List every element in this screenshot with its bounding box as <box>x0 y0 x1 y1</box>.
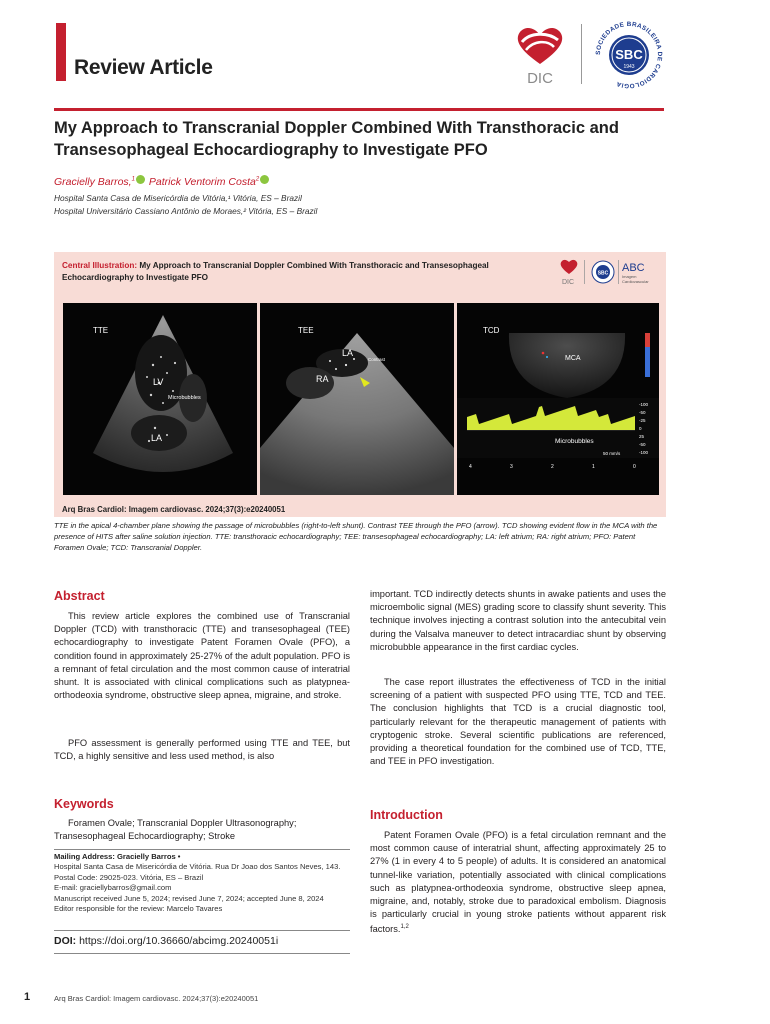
tcd-x-tick: 4 <box>469 464 472 470</box>
svg-text:LV: LV <box>153 377 164 387</box>
introduction-heading: Introduction <box>370 808 443 822</box>
article-title: My Approach to Transcranial Doppler Combined With Transthoracic and Transesophageal Echocardiography to Investigate PFO <box>54 119 619 159</box>
svg-text:RA: RA <box>316 374 329 384</box>
figure-caption: TTE in the apical 4-chamber plane showing the passage of microbubbles (right-to-left shunt). Contrast TEE through the PFO (arrow). TCD showing evident flow in the MCA with the presence of HITS after saline solution injection. TTE: transthoracic echocardiography; TEE: transesophageal echocardiography; LA: left atrium; RA: right atrium; PFO: Patent Foramen Ovale; TCD: Transcranial Doppler. <box>54 521 658 552</box>
svg-text:TTE: TTE <box>93 326 109 335</box>
tcd-y-tick: 25 <box>639 434 645 439</box>
introduction-text: Patent Foramen Ovale (PFO) is a fetal circulation remnant and the most common cause of interatrial shunt, affecting approximately 25 to 27% (1 in every 4 to 5 people) of adults. It is considered an anatomical tunnel-like variation, potentially associated with clinical complications such as platypnea-orthodeoxia syndrome, obstructive sleep apnea, migraine, and, notably, stroke due to paradoxical embolism. Diagnosis is particularly crucial in young stroke patients without apparent risk factors. <box>370 830 666 935</box>
doi-rule-bottom <box>54 953 350 954</box>
author-name: Patrick Ventorim Costa <box>148 176 256 188</box>
abstract-heading: Abstract <box>54 589 105 603</box>
svg-text:Contrast: Contrast <box>368 357 386 362</box>
affiliation: Hospital Universitário Cassiano Antônio de Moraes,² Vitória, ES – Brazil <box>54 206 318 216</box>
footer-journal: Arq Bras Cardiol: Imagem cardiovasc. 2024;37(3):e20240051 <box>54 994 259 1003</box>
page-number: 1 <box>24 991 31 1003</box>
header-rule <box>54 108 664 111</box>
svg-text:Cardiovascular: Cardiovascular <box>622 279 649 284</box>
svg-text:1943: 1943 <box>623 64 635 70</box>
tcd-y-tick: -100 <box>639 450 649 455</box>
author-list <box>54 175 270 188</box>
tee-image-panel[interactable] <box>260 303 454 495</box>
tcd-image-panel[interactable] <box>457 303 659 495</box>
svg-text:DIC: DIC <box>527 70 553 87</box>
svg-text:Imagem: Imagem <box>622 274 637 279</box>
logo-divider <box>581 24 582 84</box>
doi-link[interactable]: https://doi.org/10.36660/abcimg.20240051i <box>79 935 279 947</box>
svg-text:LA: LA <box>151 433 163 443</box>
mailing-label: Mailing Address: Gracielly Barros • <box>54 852 181 861</box>
author-name: Gracielly Barros, <box>54 176 132 188</box>
keywords-text: Foramen Ovale; Transcranial Doppler Ultrasonography; Transesophageal Echocardiography; Stroke <box>54 818 297 842</box>
svg-text:50 mm/s: 50 mm/s <box>603 451 621 456</box>
header-accent-bar <box>56 23 66 81</box>
svg-text:MCA: MCA <box>565 355 581 362</box>
email-link[interactable]: E-mail: graciellybarros@gmail.com <box>54 883 172 893</box>
mailing-rule <box>54 849 350 850</box>
author-affil-sup: 2 <box>255 176 260 183</box>
svg-text:LA: LA <box>342 348 354 358</box>
svg-text:TEE: TEE <box>298 326 314 335</box>
tcd-y-tick: -25 <box>639 418 646 423</box>
doi <box>54 935 278 947</box>
doi-rule-top <box>54 930 350 931</box>
keywords-heading: Keywords <box>54 797 114 811</box>
article-type: Review Article <box>74 56 213 79</box>
mailing-line: Manuscript received June 5, 2024; revised June 7, 2024; accepted June 8, 2024 <box>54 893 324 903</box>
author-affil-sup: 1 <box>131 176 135 183</box>
abstract-paragraph: This review article explores the combined use of Transcranial Doppler (TCD) with transthoracic (TTE) and transesophageal (TEE) echocardiography to investigate Patent Foramen Ovale (PFO), a condition found in approximately 25-27% of the adult population. PFO is a remnant of fetal circulation and the most common cause of interatrial shunt. It is associated with clinical complications such as platypnea-orthodeoxia syndrome, obstructive sleep apnea, migraine, and stroke. <box>54 611 350 701</box>
central-illustration-title <box>62 260 502 284</box>
mailing-address <box>54 852 350 914</box>
abstract-paragraph: PFO assessment is generally performed using TTE and TEE, but TCD, a highly sensitive and less used method, is also <box>54 738 350 762</box>
ci-label: Central Illustration: <box>62 261 138 270</box>
svg-text:Microbubbles: Microbubbles <box>168 395 201 401</box>
svg-text:SBC: SBC <box>597 270 609 277</box>
sbc-logo <box>592 18 666 92</box>
ci-title-text: My Approach to Transcranial Doppler Combined With Transthoracic and Transesophageal Echocardiography to Investigate PFO <box>62 261 489 282</box>
ci-citation: Arq Bras Cardiol: Imagem cardiovasc. 2024;37(3):e20240051 <box>62 505 286 514</box>
abstract-paragraph: The case report illustrates the effectiveness of TCD in the initial screening of a patient with suspected PFO using TTE, TCD and TEE. The conclusion highlights that TCD is a crucial diagnostic tool, particularly relevant for the therapeutic management of patients with cryptogenic stroke. Several scientific publications are referenced, providing a theoretical foundation for the combined use of TCD, TTE, and TEE in PFO investigation. <box>370 677 666 767</box>
tcd-x-tick: 0 <box>633 464 636 470</box>
tcd-y-tick: -50 <box>639 442 646 447</box>
tcd-x-tick: 1 <box>592 464 595 470</box>
abstract-paragraph: important. TCD indirectly detects shunts in awake patients and uses the microembolic signal (MES) grading score to classify shunt severity. This technique involves injecting a contrast solution into the antecubital vein during the Valsalva maneuver to detect intracardiac shunt by observing microbubble appearance in the first cardiac cycles. <box>370 589 666 652</box>
tcd-y-tick: -50 <box>639 410 646 415</box>
svg-text:ABC: ABC <box>622 262 645 274</box>
orcid-icon[interactable] <box>136 175 145 184</box>
svg-text:SOCIEDADE BRASILEIRA DE CARDIO: SOCIEDADE BRASILEIRA DE CARDIOLOGIA <box>594 20 664 90</box>
doi-label: DOI: <box>54 935 77 947</box>
tcd-y-tick: 0 <box>639 426 642 431</box>
tte-image-panel[interactable] <box>63 303 257 495</box>
tcd-x-axis <box>469 464 636 470</box>
svg-text:DIC: DIC <box>561 279 575 286</box>
svg-text:SBC: SBC <box>615 47 643 62</box>
svg-text:TCD: TCD <box>483 326 500 335</box>
orcid-icon[interactable] <box>260 175 269 184</box>
mailing-line: Editor responsible for the review: Marcelo Tavares <box>54 904 223 914</box>
affiliation: Hospital Santa Casa de Misericórdia de Vitória,¹ Vitória, ES – Brazil <box>54 193 302 203</box>
tcd-x-tick: 2 <box>551 464 554 470</box>
mailing-line: Hospital Santa Casa de Misericórdia de Vitória. Rua Dr Joao dos Santos Neves, 143. Postal Code: 29025-023. Vitória, ES – Brazil <box>54 862 341 882</box>
tcd-y-tick: -100 <box>639 402 649 407</box>
citation-sup: 1,2 <box>400 924 409 931</box>
introduction-paragraph <box>370 829 666 937</box>
tcd-x-tick: 3 <box>510 464 513 470</box>
dic-logo <box>508 20 572 88</box>
svg-text:Microbubbles: Microbubbles <box>555 438 594 445</box>
ci-logos <box>558 257 658 287</box>
